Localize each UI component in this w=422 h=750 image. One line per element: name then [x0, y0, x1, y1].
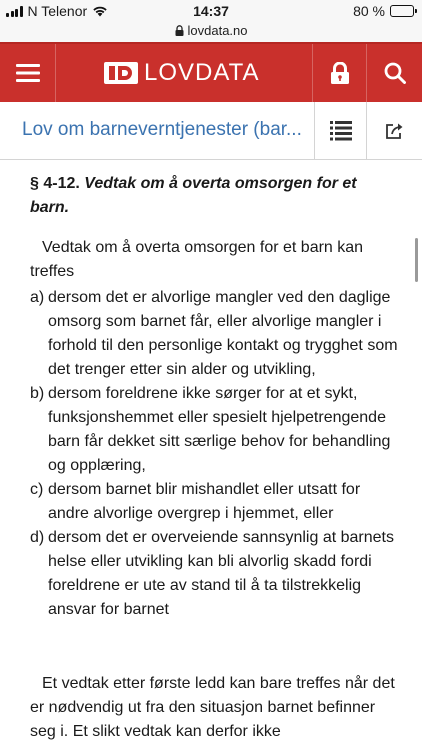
site-header [0, 42, 422, 102]
lock-icon [330, 62, 350, 84]
second-paragraph [30, 672, 400, 744]
section-title: Vedtak om å overta omsorgen for et barn. [30, 175, 357, 216]
battery-icon [390, 5, 414, 17]
search-icon [384, 62, 406, 84]
share-button[interactable] [366, 102, 422, 159]
lock-small-icon [175, 25, 184, 36]
criteria-list [30, 286, 400, 622]
list-item-text: dersom barnet blir mishandlet eller utsatt for andre alvorlige overgrep i hjemmet, eller [48, 481, 361, 522]
logo-text: LOVDATA [144, 59, 260, 86]
second-paragraph-text: Et vedtak etter første ledd kan bare treffes når det er nødvendig ut fra den situasjon barnet befinner seg i. Et slikt vedtak kan derfor ikke [30, 675, 395, 740]
list-item [30, 382, 400, 478]
list-item-marker: c) [30, 481, 44, 498]
list-item-marker: b) [30, 385, 45, 402]
lovdata-logo[interactable] [104, 58, 259, 88]
table-of-contents-icon [330, 121, 352, 141]
document-content[interactable] [0, 160, 422, 750]
carrier-name: N Telenor [27, 3, 88, 19]
document-title-bar [0, 102, 422, 160]
search-button[interactable] [366, 44, 422, 102]
menu-button[interactable] [0, 44, 56, 102]
list-item-marker: a) [30, 289, 45, 306]
list-item-marker: d) [30, 529, 45, 546]
url-bar[interactable] [0, 22, 422, 42]
list-item [30, 286, 400, 382]
login-button[interactable] [312, 44, 366, 102]
share-icon [385, 122, 405, 140]
document-title[interactable]: Lov om barneverntjenester (bar... [22, 119, 302, 140]
status-time: 14:37 [193, 3, 229, 19]
status-bar [0, 0, 422, 22]
url-domain: lovdata.no [187, 23, 248, 38]
intro-paragraph [30, 236, 400, 284]
list-item-text: dersom det er alvorlige mangler ved den daglige omsorg som barnet får, eller alvorlige mangler i forhold til den personlige kontakt og trygghet som det trenger etter sin alder og utvikling, [48, 289, 398, 378]
intro-text: Vedtak om å overta omsorgen for et barn kan treffes [30, 239, 364, 280]
lovdata-logo-mark [104, 62, 138, 84]
status-right [353, 3, 414, 19]
menu-icon [16, 64, 40, 82]
section-heading [30, 172, 390, 220]
battery-percent: 80 % [353, 3, 385, 19]
table-of-contents-button[interactable] [314, 102, 366, 159]
list-item [30, 526, 400, 622]
scrollbar-thumb[interactable] [415, 238, 418, 282]
section-number: § 4-12. [30, 175, 80, 192]
list-item [30, 478, 400, 526]
list-item-text: dersom det er overveiende sannsynlig at barnets helse eller utvikling kan bli alvorlig skadd fordi foreldrene er ute av stand til å ta tilstrekkelig ansvar for barnet [48, 529, 394, 618]
list-item-text: dersom foreldrene ikke sørger for at et sykt, funksjonshemmet eller spesielt hjelpetrengende barn får dekket sitt særlige behov for behandling og opplæring, [48, 385, 391, 474]
